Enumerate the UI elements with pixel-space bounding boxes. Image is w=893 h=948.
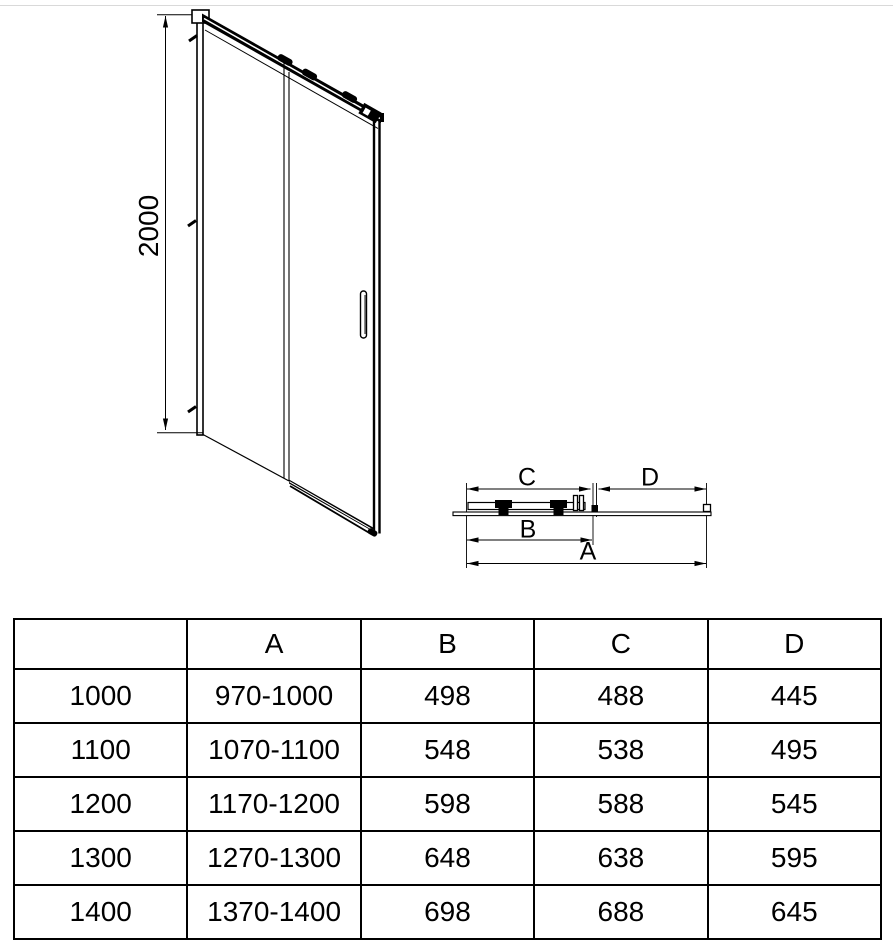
table-cell: 545 [708, 777, 881, 831]
table-row [14, 723, 881, 777]
table-row [14, 831, 881, 885]
table-cell: 1170-1200 [187, 777, 360, 831]
table-cell: 548 [361, 723, 534, 777]
table-header-cell: D [708, 619, 881, 669]
table-cell: 595 [708, 831, 881, 885]
table-cell: 648 [361, 831, 534, 885]
dim-label-c: C [517, 463, 537, 492]
table-cell: 538 [534, 723, 707, 777]
height-dimension-label: 2000 [133, 194, 164, 258]
table-cell: 1370-1400 [187, 885, 360, 939]
table-header-cell: B [361, 619, 534, 669]
table-cell: 1100 [14, 723, 187, 777]
top-rail [202, 14, 384, 129]
door-handle [361, 291, 367, 338]
table-cell: 1270-1300 [187, 831, 360, 885]
table-row [14, 777, 881, 831]
dim-label-d: D [640, 463, 660, 492]
dim-label-b: B [519, 515, 537, 544]
table-header-cell [14, 619, 187, 669]
size-table-header-row [14, 619, 881, 669]
table-cell: 645 [708, 885, 881, 939]
size-table [13, 618, 882, 940]
table-cell: 1300 [14, 831, 187, 885]
table-cell: 495 [708, 723, 881, 777]
table-cell: 688 [534, 885, 707, 939]
table-cell: 598 [361, 777, 534, 831]
front-view-drawing [157, 10, 384, 538]
table-cell: 1000 [14, 669, 187, 723]
table-cell: 1200 [14, 777, 187, 831]
bottom-rail [289, 480, 378, 538]
table-row [14, 669, 881, 723]
table-header-cell: C [534, 619, 707, 669]
table-cell: 488 [534, 669, 707, 723]
table-cell: 445 [708, 669, 881, 723]
dim-label-a: A [579, 537, 597, 566]
table-cell: 588 [534, 777, 707, 831]
table-cell: 1400 [14, 885, 187, 939]
wall-profile [188, 10, 209, 435]
door-right-stile [374, 116, 380, 534]
table-cell: 498 [361, 669, 534, 723]
table-cell: 638 [534, 831, 707, 885]
table-row [14, 885, 881, 939]
glass-panel-edges [203, 63, 289, 481]
table-cell: 1070-1100 [187, 723, 360, 777]
table-header-cell: A [187, 619, 360, 669]
table-cell: 970-1000 [187, 669, 360, 723]
table-cell: 698 [361, 885, 534, 939]
